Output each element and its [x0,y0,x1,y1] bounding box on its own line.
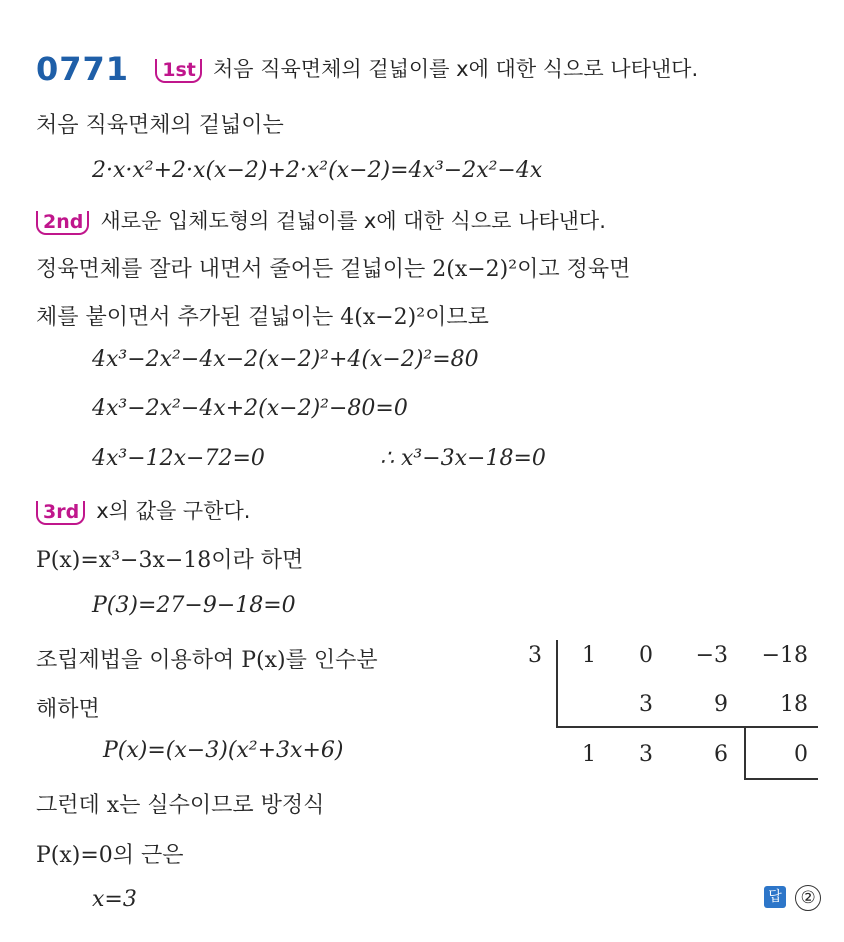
text-line-b: 정육면체를 잘라 내면서 줄어든 겉넓이는 2(x−2)²이고 정육면 [36,257,631,282]
equation-5: P(3)=27−9−18=0 [92,593,296,618]
text-line-d: P(x)=x³−3x−18이라 하면 [36,548,304,573]
step1-text: 처음 직육면체의 겉넓이를 x에 대한 식으로 나타낸다. [212,57,699,81]
step3-header [36,495,250,525]
equation-2: 4x³−2x²−4x−2(x−2)²+4(x−2)²=80 [92,347,479,372]
division-cell: 1 [582,742,596,767]
division-cell: −18 [761,643,808,668]
text-line-c: 체를 붙이면서 추가된 겉넓이는 4(x−2)²이므로 [36,305,489,330]
answer-icon: 답 [764,886,786,908]
equation-1: 2·x·x²+2·x(x−2)+2·x²(x−2)=4x³−2x²−4x [92,158,543,183]
step2-text: 새로운 입체도형의 겉넓이를 x에 대한 식으로 나타낸다. [100,209,606,233]
step1-header [36,50,698,88]
division-cell: 3 [639,692,653,717]
equation-4a: 4x³−12x−72=0 [92,446,265,471]
text-line-a: 처음 직육면체의 겉넓이는 [36,113,284,138]
text-line-g: 그런데 x는 실수이므로 방정식 [36,793,325,818]
division-divisor: 3 [528,643,542,668]
answer [764,885,821,911]
equation-4b: ∴ x³−3x−18=0 [380,446,546,471]
problem-number: 0771 [36,50,130,88]
division-horizontal-line [556,726,818,728]
division-cell: 1 [582,643,596,668]
text-line-f: 해하면 [36,697,100,722]
text-line-h: P(x)=0의 근은 [36,843,184,868]
step1-badge: 1st [155,59,202,83]
division-remainder-bottom [744,778,818,780]
division-cell: 0 [639,643,653,668]
division-cell: 3 [639,742,653,767]
step2-header [36,205,606,235]
answer-choice: ② [795,885,821,911]
division-cell: 0 [794,742,808,767]
step3-badge: 3rd [36,501,85,525]
step3-text: x의 값을 구한다. [96,499,251,523]
equation-6: P(x)=(x−3)(x²+3x+6) [103,738,344,763]
equation-3: 4x³−2x²−4x+2(x−2)²−80=0 [92,396,408,421]
division-remainder-vertical [744,726,746,780]
division-cell: 18 [780,692,808,717]
equation-7: x=3 [92,887,137,912]
division-cell: 9 [714,692,728,717]
division-cell: −3 [695,643,728,668]
step2-badge: 2nd [36,211,89,235]
text-line-e: 조립제법을 이용하여 P(x)를 인수분 [36,648,378,673]
division-cell: 6 [714,742,728,767]
